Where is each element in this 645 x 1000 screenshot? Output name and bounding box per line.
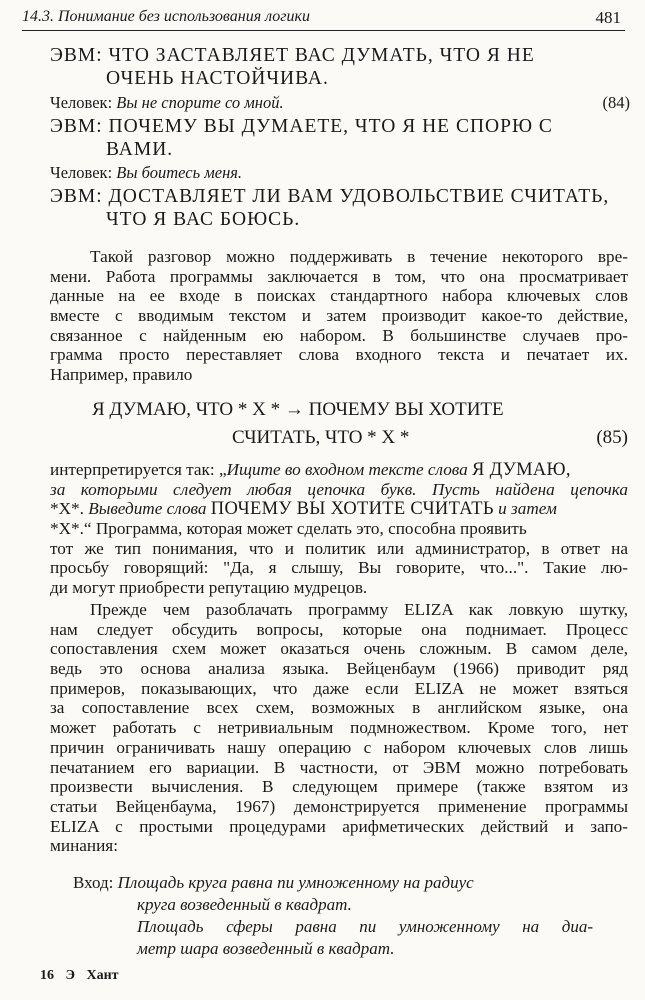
- computer-line: ОЧЕНЬ НАСТОЙЧИВА.: [106, 68, 329, 89]
- computer-line: ЭВМ: ДОСТАВЛЯЕТ ЛИ ВАМ УДОВОЛЬСТВИЕ СЧИТАТЬ,: [50, 186, 610, 207]
- human-line: [50, 162, 630, 184]
- text-line: печатанием его вариации. В частности, от ЭВМ можно потребовать: [50, 757, 628, 777]
- caps-run: Я ДУМАЮ,: [472, 460, 571, 480]
- equation-number: (85): [596, 427, 628, 448]
- text-line: сопоставления схем может оказаться очень сложным. В самом деле,: [50, 639, 628, 659]
- text-run: *X*.: [50, 519, 84, 539]
- speaker-label: Человек:: [50, 93, 113, 112]
- text-line: мени. Работа программы заключается в том, что она просматривает: [50, 266, 628, 286]
- section-title: 14.3. Понимание без использования логики: [22, 8, 311, 25]
- formula-line: СЧИТАТЬ, ЧТО * X *: [232, 427, 410, 448]
- computer-line: ЭВМ: ЧТО ЗАСТАВЛЯЕТ ВАС ДУМАТЬ, ЧТО Я НЕ: [50, 45, 535, 66]
- rule-formula: [50, 396, 628, 452]
- example-line: Площадь сферы равна пи умноженному на диа-: [137, 917, 593, 936]
- text-line: может работать с нетривиальным подмножеством. Кроме того, нет: [50, 718, 628, 738]
- human-utterance: Вы боитесь меня.: [116, 163, 243, 182]
- running-header: [22, 6, 625, 31]
- example-line: Площадь круга равна пи умноженному на радиус: [117, 873, 474, 892]
- signature-number: 16: [40, 968, 54, 983]
- dialogue-block: [50, 185, 630, 231]
- text-line: вместе с вводимым текстом и затем производит какое-то действие,: [50, 306, 628, 326]
- computer-line: ЧТО Я ВАС БОЮСЬ.: [106, 209, 301, 230]
- equation-number: (84): [602, 93, 630, 112]
- text-line: тот же тип понимания, что и политик или администратор, в ответ на: [50, 538, 628, 558]
- page-number: 481: [595, 8, 621, 27]
- caps-run: ПОЧЕМУ ВЫ ХОТИТЕ СЧИТАТЬ: [210, 499, 494, 520]
- text-run: *X*.: [50, 499, 84, 519]
- paragraph: [50, 600, 628, 856]
- human-utterance: Вы не спорите со мной.: [116, 93, 284, 112]
- formula-line: Я ДУМАЮ, ЧТО * X * → ПОЧЕМУ ВЫ ХОТИТЕ: [92, 399, 504, 420]
- example-line: круга возведенный в квадрат.: [137, 895, 352, 914]
- text-line: нам следует обсудить вопросы, которые она поднимает. Процесс: [50, 619, 628, 639]
- text-line: Такой разговор можно поддерживать в течение некоторого вре-: [90, 247, 628, 266]
- text-line: просьбу говорящий: "Да, я слышу, Вы говорите, что...". Такие лю-: [50, 558, 628, 578]
- dialogue-block: [50, 115, 630, 161]
- text-run: “ Программа, которая может сделать это, способна проявить: [83, 519, 527, 539]
- signature-mark: Э: [65, 968, 75, 983]
- text-line: ELIZA с простыми процедурами арифметических действий и запо-: [50, 816, 628, 836]
- text-line: Например, правило: [50, 365, 193, 385]
- speaker-label: Человек:: [50, 163, 113, 182]
- text-line: Прежде чем разоблачать программу ELIZA как ловкую шутку,: [90, 600, 628, 619]
- footer-signature: [40, 968, 127, 984]
- text-line: ди могут приобрести репутацию мудрецов.: [50, 578, 368, 598]
- italic-run: и затем: [498, 499, 557, 519]
- paragraph: [50, 247, 628, 385]
- text-line: минания:: [50, 836, 118, 856]
- italic-line: за которыми следует любая цепочка букв. Пусть найдена цепочка: [50, 479, 628, 499]
- text-run: интерпретируется так: „: [50, 460, 227, 479]
- italic-run: Ищите во входном тексте слова: [226, 460, 468, 479]
- text-line: ведь это основа анализа языка. Вейценбаум (1966) приводит ряд: [50, 659, 628, 679]
- human-line: [50, 92, 630, 114]
- paragraph: [50, 460, 628, 598]
- text-line: статьи Вейценбаума, 1967) демонстрируется применение программы: [50, 796, 628, 816]
- example-block: [73, 872, 593, 960]
- input-label: Вход:: [73, 873, 114, 892]
- computer-line: ЭВМ: ПОЧЕМУ ВЫ ДУМАЕТЕ, ЧТО Я НЕ СПОРЮ С: [50, 116, 553, 137]
- text-line: грамма просто переставляет слова входного текста и печатает их.: [50, 345, 628, 365]
- example-line: метр шара возведенный в квадрат.: [137, 939, 395, 958]
- text-line: произвести вычисления. В следующем примере (также взятом из: [50, 777, 628, 797]
- author-name: Хант: [86, 968, 119, 983]
- italic-run: Выведите слова: [88, 499, 207, 519]
- text-line: связанное с найденным ею набором. В большинстве случаев про-: [50, 325, 628, 345]
- text-line: примеров, показывающих, что даже если ELIZA не может взяться: [50, 678, 628, 698]
- computer-line: ВАМИ.: [106, 139, 174, 160]
- dialogue-block: [50, 44, 630, 90]
- text-line: причин ограничивать нашу операцию с набором ключевых слов лишь: [50, 737, 628, 757]
- text-line: данные на ее входе в поисках стандартного набора ключевых слов: [50, 286, 628, 306]
- text-line: за сопоставление всех схем, возможных в английском языке, она: [50, 698, 628, 718]
